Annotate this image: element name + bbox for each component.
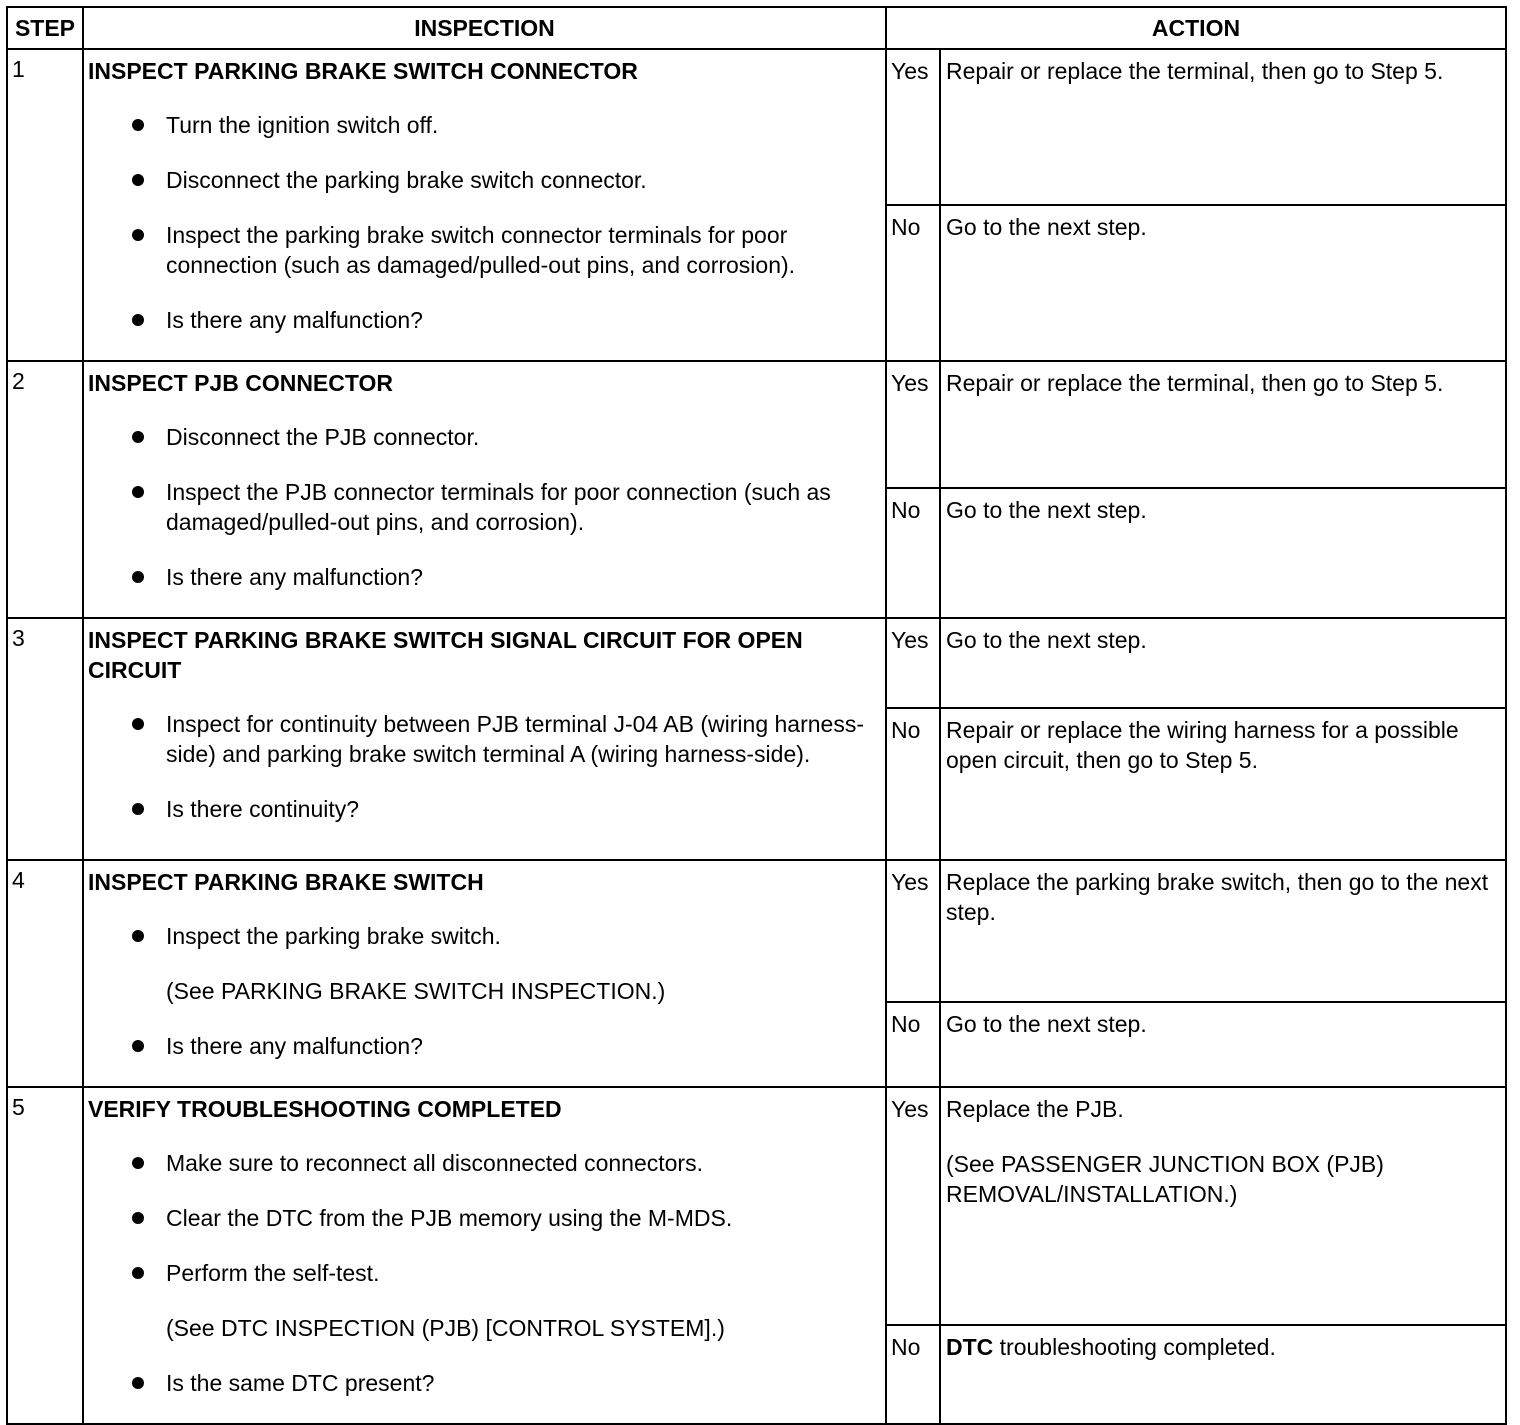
yes-action-cell [940,1087,1506,1325]
list-item: Inspect the parking brake switch connector terminals for poor connection (such as damaged/pulled-out pins, and corrosion). [88,220,877,280]
step-inspection [83,860,886,1087]
no-label: No [886,708,940,860]
step-number: 5 [7,1087,83,1424]
yes-action: Repair or replace the terminal, then go to Step 5. [940,361,1506,488]
step-number: 2 [7,361,83,618]
no-action-bold: DTC [946,1334,994,1360]
step-title: INSPECT PARKING BRAKE SWITCH [88,869,484,895]
list-item: Perform the self-test. [88,1258,877,1288]
list-item: Turn the ignition switch off. [88,110,877,140]
yes-label: Yes [886,860,940,1002]
step-title: INSPECT PARKING BRAKE SWITCH CONNECTOR [88,58,638,84]
yes-label: Yes [886,618,940,708]
step-items [88,709,877,824]
list-item: Is there any malfunction? [88,562,877,592]
step-items [88,422,877,592]
step-inspection [83,49,886,361]
no-action-cell [940,1325,1506,1424]
no-action: Repair or replace the wiring harness for a possible open circuit, then go to Step 5. [940,708,1506,860]
list-item: Inspect the PJB connector terminals for poor connection (such as damaged/pulled-out pins, and corrosion). [88,477,877,537]
no-action: Go to the next step. [940,1002,1506,1087]
step-inspection [83,1087,886,1424]
yes-label: Yes [886,361,940,488]
header-inspection: INSPECTION [83,7,886,49]
yes-action-note: (See PASSENGER JUNCTION BOX (PJB) REMOVAL/INSTALLATION.) [946,1151,1384,1207]
step-title: INSPECT PARKING BRAKE SWITCH SIGNAL CIRCUIT FOR OPEN CIRCUIT [88,627,803,683]
no-action: Go to the next step. [940,205,1506,361]
troubleshooting-table [6,6,1507,1425]
list-item: Clear the DTC from the PJB memory using the M-MDS. [88,1203,877,1233]
no-label: No [886,488,940,618]
step-2-yes-row [7,361,1506,488]
list-note: (See PARKING BRAKE SWITCH INSPECTION.) [166,978,666,1004]
no-label: No [886,205,940,361]
step-number: 4 [7,860,83,1087]
list-note: (See DTC INSPECTION (PJB) [CONTROL SYSTEM].) [166,1315,725,1341]
yes-label: Yes [886,49,940,205]
step-5-yes-row [7,1087,1506,1325]
yes-action: Replace the PJB. [946,1096,1124,1122]
list-item: Is there continuity? [88,794,877,824]
list-item: Is there any malfunction? [88,305,877,335]
header-row [7,7,1506,49]
header-step: STEP [7,7,83,49]
step-3-yes-row [7,618,1506,708]
no-label: No [886,1325,940,1424]
step-4-yes-row [7,860,1506,1002]
list-item: Disconnect the parking brake switch connector. [88,165,877,195]
step-inspection [83,361,886,618]
step-items [88,921,877,1061]
header-action: ACTION [886,7,1506,49]
step-inspection [83,618,886,860]
list-item: Inspect the parking brake switch. [88,921,877,951]
yes-action: Repair or replace the terminal, then go to Step 5. [940,49,1506,205]
step-number: 3 [7,618,83,860]
step-title: VERIFY TROUBLESHOOTING COMPLETED [88,1096,562,1122]
list-item: Make sure to reconnect all disconnected connectors. [88,1148,877,1178]
step-title: INSPECT PJB CONNECTOR [88,370,394,396]
yes-label: Yes [886,1087,940,1325]
no-action: troubleshooting completed. [993,1334,1276,1360]
step-1-yes-row [7,49,1506,205]
step-items [88,1148,877,1398]
no-label: No [886,1002,940,1087]
list-item: Disconnect the PJB connector. [88,422,877,452]
list-item: Is the same DTC present? [88,1368,877,1398]
list-item: Is there any malfunction? [88,1031,877,1061]
yes-action: Go to the next step. [940,618,1506,708]
no-action: Go to the next step. [940,488,1506,618]
step-number: 1 [7,49,83,361]
yes-action: Replace the parking brake switch, then go to the next step. [940,860,1506,1002]
step-items [88,110,877,335]
list-item: Inspect for continuity between PJB terminal J-04 AB (wiring harness-side) and parking brake switch terminal A (wiring harness-side). [88,709,877,769]
